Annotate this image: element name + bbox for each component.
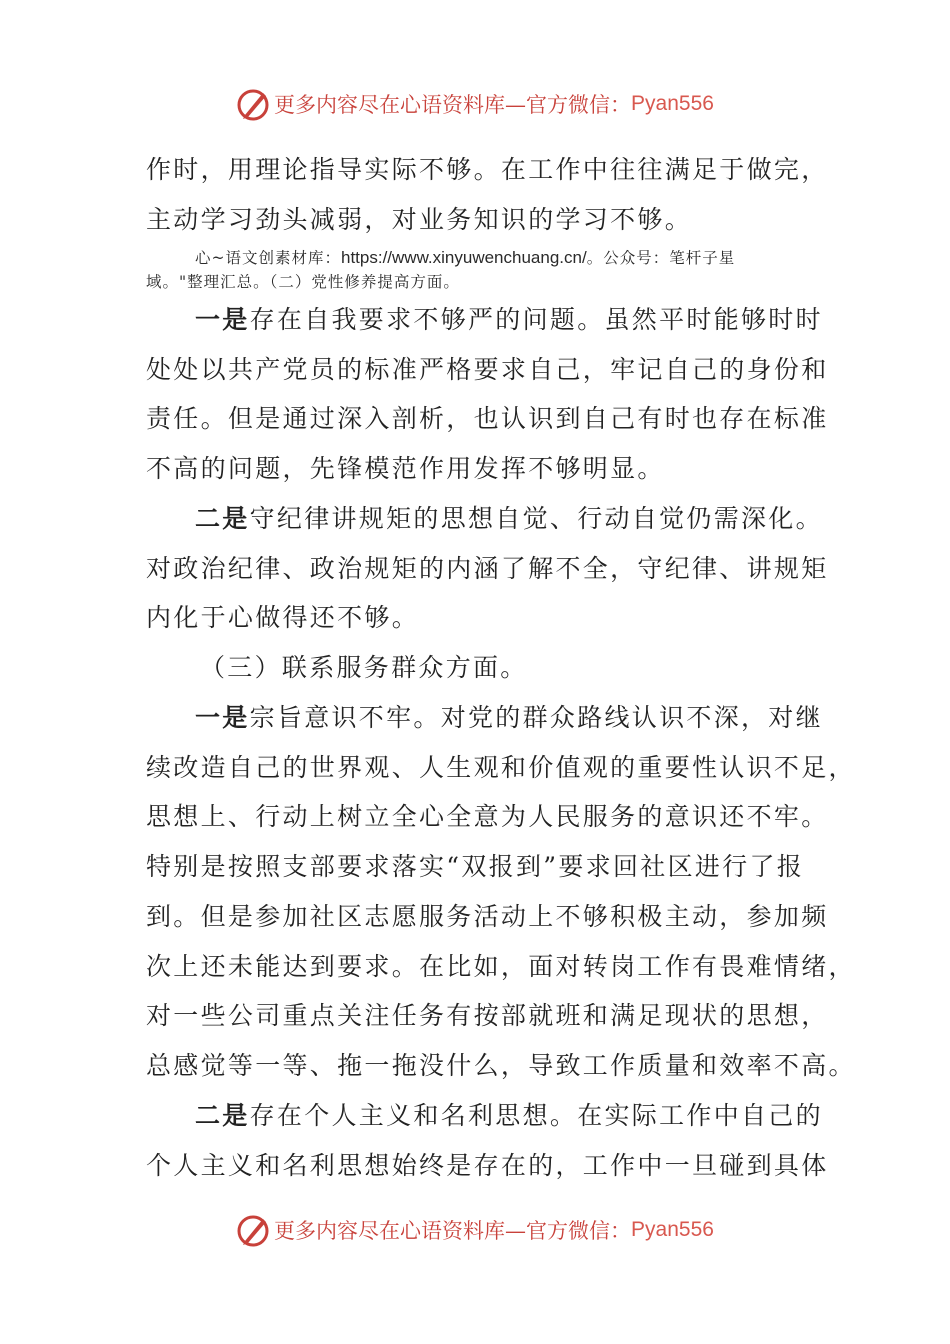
source-note-suffix: 。公众号：笔杆子星 [586,249,736,267]
p5-line-2: 个人主义和名利思想始终是存在的，工作中一旦碰到具体 [146,1151,829,1180]
source-note-url: https://www.xinyuwenchuang.cn/ [341,248,587,267]
p2-line-3: 责任。但是通过深入剖析，也认识到自己有时也存在标准 [146,404,829,433]
p2-line-4: 不高的问题，先锋模范作用发挥不够明显。 [146,454,665,483]
p4-line-8: 总感觉等一等、拖一拖没什么，导致工作质量和效率不高。 [146,1051,856,1080]
p4-line-7: 对一些公司重点关注任务有按部就班和满足现状的思想， [146,1001,829,1030]
p3-line-3: 内化于心做得还不够。 [146,603,420,632]
quill-pen-icon [236,1212,272,1248]
p1-line-1: 作时，用理论指导实际不够。在工作中往往满足于做完， [146,155,829,184]
banner-text: 更多内容尽在心语资料库—官方微信： [274,93,632,117]
source-note-prefix: 心~语文创素材库： [195,249,341,267]
p2-line-1-text: 存在自我要求不够严的问题。虽然平时能够时时 [249,305,823,334]
p4-line-1-text: 宗旨意识不牢。对党的群众路线认识不深，对继 [249,703,823,732]
banner-text: 更多内容尽在心语资料库—官方微信： [274,1219,632,1243]
footer-banner [0,1210,950,1250]
p4-line-1 [195,702,823,734]
p3-line-1 [195,503,823,535]
banner-wechat-id: Pyan556 [631,92,714,115]
p4-line-5: 到。但是参加社区志愿服务活动上不够积极主动，参加频 [146,902,829,931]
quill-pen-icon [236,86,272,122]
p3-line-1-text: 守纪律讲规矩的思想自觉、行动自觉仍需深化。 [249,504,823,533]
header-banner [0,84,950,124]
p4-lead: 一是 [195,703,250,732]
source-note-line-2: 域。"整理汇总。（二）党性修养提高方面。 [146,273,460,291]
banner-wechat-id: Pyan556 [631,1218,714,1241]
p2-line-1 [195,304,823,336]
p2-lead: 一是 [195,305,250,334]
p4-line-4: 特别是按照支部要求落实“双报到”要求回社区进行了报 [146,852,805,881]
p5-lead: 二是 [195,1101,250,1130]
p3-lead: 二是 [195,504,250,533]
p5-line-1 [195,1100,823,1132]
p2-line-2: 处处以共产党员的标准严格要求自己，牢记自己的身份和 [146,355,829,384]
p1-line-2: 主动学习劲头减弱，对业务知识的学习不够。 [146,205,693,234]
p3-line-2: 对政治纪律、政治规矩的内涵了解不全，守纪律、讲规矩 [146,554,829,583]
p4-line-2: 续改造自己的世界观、人生观和价值观的重要性认识不足， [146,753,856,782]
p5-line-1-text: 存在个人主义和名利思想。在实际工作中自己的 [249,1101,823,1130]
p4-line-3: 思想上、行动上树立全心全意为人民服务的意识还不牢。 [146,802,829,831]
source-note-line-1 [195,247,735,269]
p4-line-6: 次上还未能达到要求。在比如，面对转岗工作有畏难情绪， [146,952,856,981]
section-heading-3: （三）联系服务群众方面。 [200,653,528,682]
